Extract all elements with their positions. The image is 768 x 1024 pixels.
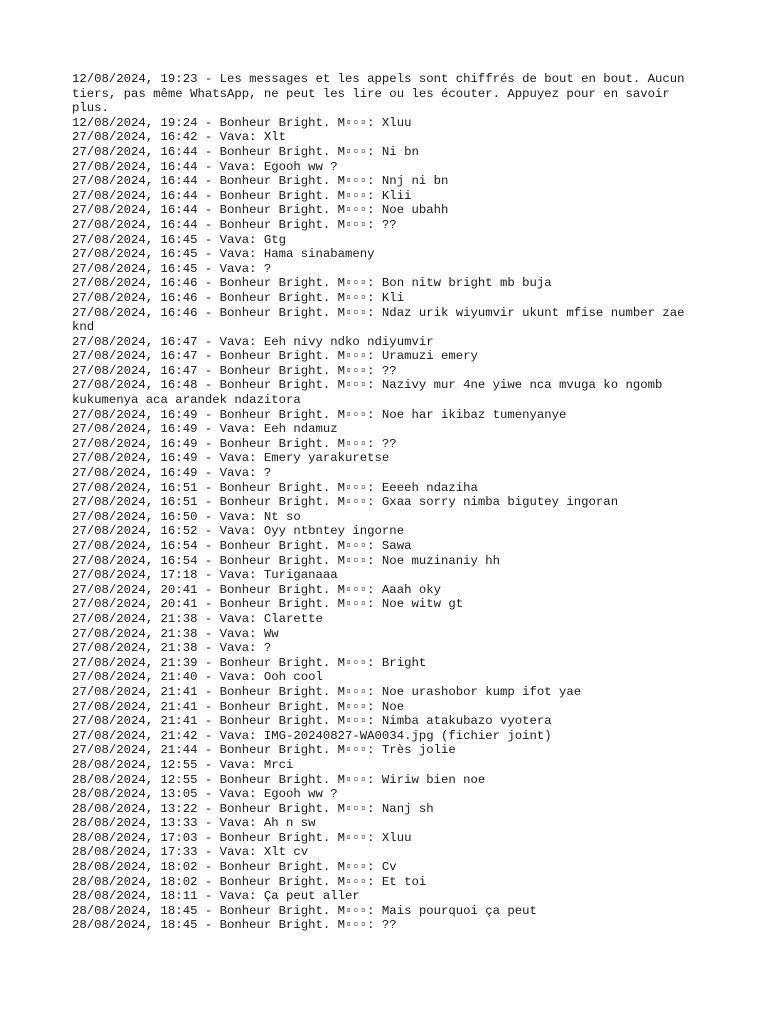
chat-line: 27/08/2024, 17:18 - Vava: Turiganaaa [72,568,338,583]
chat-line: 27/08/2024, 16:47 - Bonheur Bright. M▫▫▫: ?? [72,363,397,378]
chat-line: 27/08/2024, 16:52 - Vava: Oyy ntbntey ingorne [72,524,405,539]
chat-line: 27/08/2024, 21:38 - Vava: ? [72,641,272,656]
chat-line: 27/08/2024, 16:51 - Bonheur Bright. M▫▫▫: Eeeeh ndaziha [72,480,478,495]
chat-line: 28/08/2024, 12:55 - Bonheur Bright. M▫▫▫: Wiriw bien noe [72,772,486,787]
chat-line: 28/08/2024, 18:02 - Bonheur Bright. M▫▫▫: Cv [72,860,397,875]
chat-line: 27/08/2024, 16:42 - Vava: Xlt [72,130,287,145]
chat-line: 27/08/2024, 16:49 - Vava: Eeh ndamuz [72,422,338,437]
chat-line: 27/08/2024, 16:54 - Bonheur Bright. M▫▫▫: Sawa [72,539,412,553]
chat-line: 27/08/2024, 16:45 - Vava: Hama sinabameny [72,247,375,262]
chat-line: 27/08/2024, 16:44 - Bonheur Bright. M▫▫▫: ?? [72,217,397,232]
chat-line: 27/08/2024, 16:47 - Bonheur Bright. M▫▫▫: Uramuzi emery [72,349,478,364]
chat-line: 27/08/2024, 16:46 - Bonheur Bright. M▫▫▫: Ndaz urik wiyumvir ukunt mfise number zae knd [72,305,692,335]
chat-line: 27/08/2024, 16:48 - Bonheur Bright. M▫▫▫: Nazivy mur 4ne yiwe nca mvuga ko ngomb kukumenya aca arandek ndazitora [72,378,670,408]
chat-line: 28/08/2024, 18:45 - Bonheur Bright. M▫▫▫: Mais pourquoi ça peut [72,903,537,918]
chat-line: 27/08/2024, 16:49 - Bonheur Bright. M▫▫▫: ?? [72,436,397,451]
chat-line: 28/08/2024, 18:11 - Vava: Ça peut aller [72,889,360,904]
chat-line: 27/08/2024, 21:40 - Vava: Ooh cool [72,670,323,685]
chat-line: 27/08/2024, 16:47 - Vava: Eeh nivy ndko ndiyumvir [72,334,434,349]
chat-line: 12/08/2024, 19:24 - Bonheur Bright. M▫▫▫: Xluu [72,115,412,130]
chat-line: 27/08/2024, 16:51 - Bonheur Bright. M▫▫▫: Gxaa sorry nimba bigutey ingoran [72,495,619,510]
attachment-line: 27/08/2024, 21:42 - Vava: IMG-20240827-WA0034.jpg (fichier joint) [72,728,552,743]
chat-line: 27/08/2024, 16:49 - Vava: ? [72,466,272,481]
chat-line: 27/08/2024, 16:49 - Vava: Emery yarakuretse [72,451,390,466]
chat-line: 28/08/2024, 13:05 - Vava: Egooh ww ? [72,787,338,802]
chat-line: 27/08/2024, 16:45 - Vava: Gtg [72,232,287,247]
chat-line: 27/08/2024, 21:44 - Bonheur Bright. M▫▫▫: Très jolie [72,743,456,758]
chat-line: 27/08/2024, 20:41 - Bonheur Bright. M▫▫▫: Aaah oky [72,582,441,597]
chat-line: 27/08/2024, 20:41 - Bonheur Bright. M▫▫▫: Noe witw gt [72,597,464,612]
chat-line: 27/08/2024, 16:49 - Bonheur Bright. M▫▫▫: Noe har ikibaz tumenyanye [72,407,567,422]
chat-line: 27/08/2024, 21:39 - Bonheur Bright. M▫▫▫: Bright [72,655,427,670]
chat-line: 28/08/2024, 12:55 - Vava: Mrci [72,757,294,772]
chat-line: 27/08/2024, 16:44 - Bonheur Bright. M▫▫▫: Nnj ni bn [72,174,449,189]
chat-export-document [72,72,702,933]
chat-line: 28/08/2024, 17:33 - Vava: Xlt cv [72,845,309,860]
chat-line: 28/08/2024, 18:02 - Bonheur Bright. M▫▫▫: Et toi [72,874,427,889]
chat-line: 27/08/2024, 16:54 - Bonheur Bright. M▫▫▫: Noe muzinaniy hh [72,553,501,568]
chat-line: 27/08/2024, 16:44 - Bonheur Bright. M▫▫▫: Noe ubahh [72,203,449,218]
chat-line: 28/08/2024, 17:03 - Bonheur Bright. M▫▫▫: Xluu [72,830,412,845]
chat-line: 27/08/2024, 16:44 - Bonheur Bright. M▫▫▫: Klii [72,188,412,203]
chat-line: 27/08/2024, 21:41 - Bonheur Bright. M▫▫▫: Nimba atakubazo vyotera [72,714,552,729]
chat-line: 27/08/2024, 16:46 - Bonheur Bright. M▫▫▫: Bon nitw bright mb buja [72,276,552,291]
chat-line: 28/08/2024, 13:22 - Bonheur Bright. M▫▫▫: Nanj sh [72,801,434,816]
chat-line: 27/08/2024, 21:41 - Bonheur Bright. M▫▫▫: Noe [72,699,405,714]
chat-line: 27/08/2024, 16:44 - Vava: Egooh ww ? [72,159,338,174]
chat-line: 12/08/2024, 19:23 - Les messages et les appels sont chiffrés de bout en bout. Aucun tiers, pas même WhatsApp, ne peut les lire ou les écouter. Appuyez pour en savoir plus. [72,72,692,116]
chat-line: 27/08/2024, 16:46 - Bonheur Bright. M▫▫▫: Kli [72,290,405,305]
chat-line: 27/08/2024, 21:41 - Bonheur Bright. M▫▫▫: Noe urashobor kump ifot yae [72,684,582,699]
chat-line: 27/08/2024, 21:38 - Vava: Clarette [72,611,323,626]
chat-line: 27/08/2024, 21:38 - Vava: Ww [72,626,279,641]
chat-line: 28/08/2024, 13:33 - Vava: Ah n sw [72,816,316,831]
chat-line: 27/08/2024, 16:50 - Vava: Nt so [72,509,301,524]
chat-line: 27/08/2024, 16:45 - Vava: ? [72,261,272,276]
chat-line: 28/08/2024, 18:45 - Bonheur Bright. M▫▫▫: ?? [72,918,397,933]
chat-line: 27/08/2024, 16:44 - Bonheur Bright. M▫▫▫: Ni bn [72,144,419,159]
